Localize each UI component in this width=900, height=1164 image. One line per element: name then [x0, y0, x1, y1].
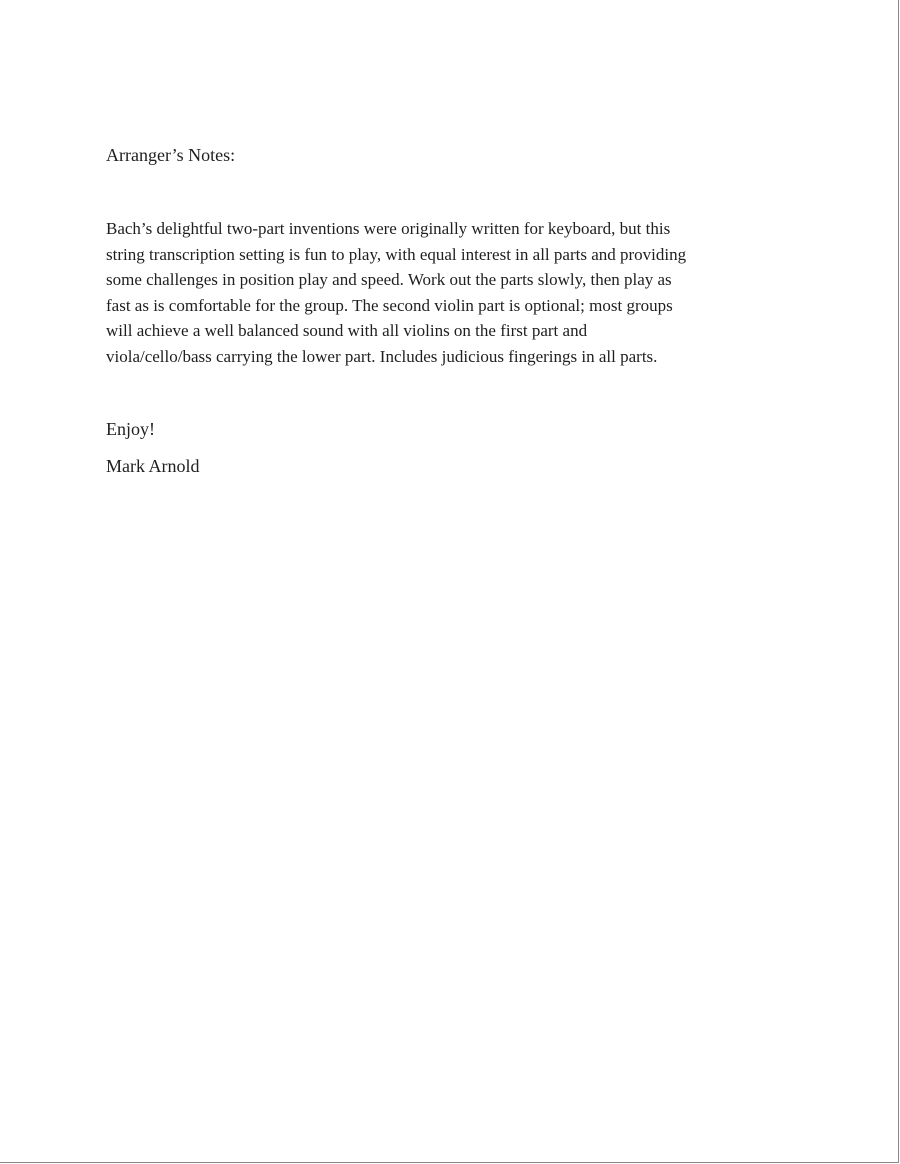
notes-heading: Arranger’s Notes:: [106, 145, 236, 165]
closing-text: Enjoy!: [106, 419, 155, 439]
paragraph-line: viola/cello/bass carrying the lower part. Includes judicious fingerings in all parts.: [106, 346, 658, 366]
paragraph-line: string transcription setting is fun to play, with equal interest in all parts and providing: [106, 244, 687, 264]
paragraph-line: fast as is comfortable for the group. The second violin part is optional; most groups: [106, 295, 673, 315]
notes-paragraph: [106, 216, 806, 369]
paragraph-line: will achieve a well balanced sound with all violins on the first part and: [106, 321, 588, 340]
signature-name: Mark Arnold: [106, 456, 200, 476]
paragraph-line: Bach’s delightful two-part inventions were originally written for keyboard, but this: [106, 219, 671, 238]
paragraph-line: some challenges in position play and speed. Work out the parts slowly, then play as: [106, 270, 672, 289]
